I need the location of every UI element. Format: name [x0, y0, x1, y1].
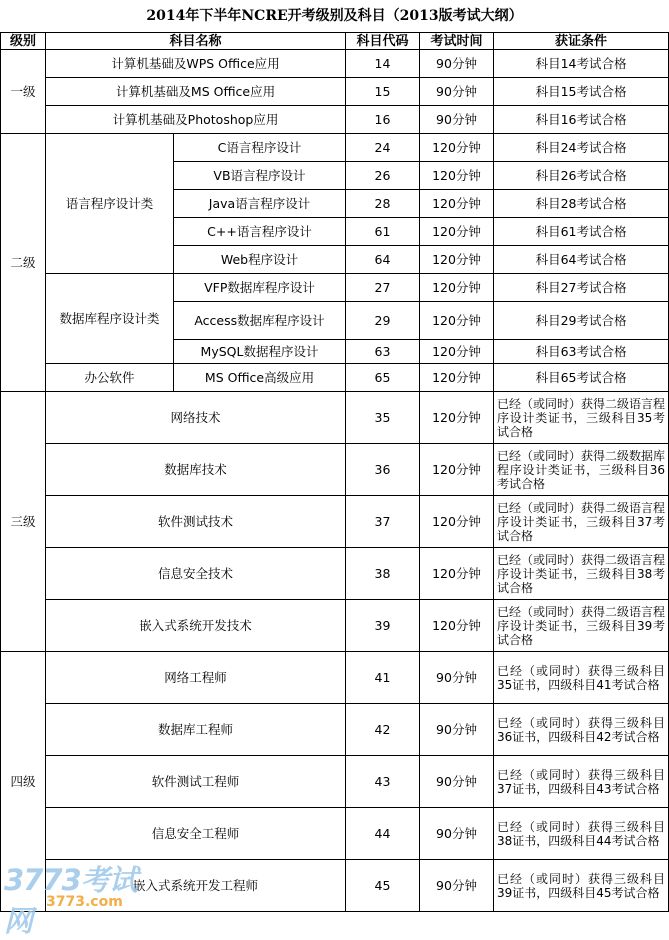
exam-time: 120分钟	[420, 364, 494, 392]
table-row	[1, 808, 669, 860]
cert-condition: 已经（或同时）获得三级科目39证书，四级科目45考试合格	[494, 860, 669, 912]
subject-code: 63	[346, 340, 420, 364]
subject-code: 64	[346, 246, 420, 274]
cert-condition: 已经（或同时）获得二级语言程序设计类证书，三级科目38考试合格	[494, 548, 669, 600]
subject-code: 44	[346, 808, 420, 860]
subject-name: 计算机基础及Photoshop应用	[46, 106, 346, 134]
cert-condition: 已经（或同时）获得三级科目38证书，四级科目44考试合格	[494, 808, 669, 860]
cert-condition: 科目24考试合格	[494, 134, 669, 162]
header-subject: 科目名称	[46, 33, 346, 50]
exam-time: 120分钟	[420, 496, 494, 548]
cert-condition: 科目15考试合格	[494, 78, 669, 106]
cert-condition: 科目65考试合格	[494, 364, 669, 392]
exam-time: 90分钟	[420, 704, 494, 756]
subject-code: 42	[346, 704, 420, 756]
exam-time: 90分钟	[420, 652, 494, 704]
table-row	[1, 600, 669, 652]
subject-code: 65	[346, 364, 420, 392]
subject-name: MS Office高级应用	[174, 364, 346, 392]
exam-time: 120分钟	[420, 340, 494, 364]
cert-condition: 科目29考试合格	[494, 302, 669, 340]
subject-name: 信息安全技术	[46, 548, 346, 600]
subject-code: 16	[346, 106, 420, 134]
exam-time: 120分钟	[420, 134, 494, 162]
subject-name: VFP数据库程序设计	[174, 274, 346, 302]
subject-code: 41	[346, 652, 420, 704]
cert-condition: 已经（或同时）获得二级语言程序设计类证书，三级科目37考试合格	[494, 496, 669, 548]
subject-code: 45	[346, 860, 420, 912]
cert-condition: 科目16考试合格	[494, 106, 669, 134]
table-row	[1, 50, 669, 78]
level-cell: 四级	[1, 652, 46, 912]
subject-code: 26	[346, 162, 420, 190]
table-row	[1, 134, 669, 162]
cert-condition: 科目63考试合格	[494, 340, 669, 364]
cert-condition: 科目61考试合格	[494, 218, 669, 246]
cert-condition: 科目64考试合格	[494, 246, 669, 274]
subject-name: 网络技术	[46, 392, 346, 444]
header-time: 考试时间	[420, 33, 494, 50]
subject-name: 嵌入式系统开发工程师	[46, 860, 346, 912]
cert-condition: 科目28考试合格	[494, 190, 669, 218]
table-row	[1, 548, 669, 600]
exam-time: 120分钟	[420, 246, 494, 274]
subject-code: 36	[346, 444, 420, 496]
subject-code: 37	[346, 496, 420, 548]
subject-name: Java语言程序设计	[174, 190, 346, 218]
exam-time: 120分钟	[420, 190, 494, 218]
subject-code: 27	[346, 274, 420, 302]
subject-code: 39	[346, 600, 420, 652]
exam-time: 120分钟	[420, 392, 494, 444]
exam-time: 120分钟	[420, 274, 494, 302]
exam-time: 120分钟	[420, 444, 494, 496]
table-row	[1, 652, 669, 704]
subject-code: 24	[346, 134, 420, 162]
exam-time: 120分钟	[420, 302, 494, 340]
subject-name: C语言程序设计	[174, 134, 346, 162]
title-row	[1, 0, 669, 33]
table-row	[1, 106, 669, 134]
subject-name: MySQL数据程序设计	[174, 340, 346, 364]
subject-name: Web程序设计	[174, 246, 346, 274]
subject-code: 38	[346, 548, 420, 600]
exam-time: 90分钟	[420, 860, 494, 912]
exam-time: 90分钟	[420, 50, 494, 78]
subject-name: C++语言程序设计	[174, 218, 346, 246]
header-cert: 获证条件	[494, 33, 669, 50]
category-cell: 语言程序设计类	[46, 134, 174, 274]
subject-code: 43	[346, 756, 420, 808]
level-cell: 一级	[1, 50, 46, 134]
subject-code: 28	[346, 190, 420, 218]
cert-condition: 已经（或同时）获得三级科目36证书，四级科目42考试合格	[494, 704, 669, 756]
exam-time: 120分钟	[420, 162, 494, 190]
subject-name: 信息安全工程师	[46, 808, 346, 860]
table-row	[1, 496, 669, 548]
subject-name: Access数据库程序设计	[174, 302, 346, 340]
subject-name: 软件测试技术	[46, 496, 346, 548]
subject-code: 15	[346, 78, 420, 106]
exam-time: 90分钟	[420, 78, 494, 106]
watermark-domain: 3773.com	[46, 894, 123, 910]
table-row	[1, 78, 669, 106]
exam-time: 120分钟	[420, 548, 494, 600]
table-row	[1, 756, 669, 808]
subject-name: 软件测试工程师	[46, 756, 346, 808]
table-row	[1, 392, 669, 444]
level-cell: 三级	[1, 392, 46, 652]
watermark-logo-text: 3773考试网	[4, 863, 137, 938]
exam-time: 120分钟	[420, 600, 494, 652]
cert-condition: 科目27考试合格	[494, 274, 669, 302]
cert-condition: 已经（或同时）获得二级语言程序设计类证书，三级科目39考试合格	[494, 600, 669, 652]
exam-time: 120分钟	[420, 218, 494, 246]
table-row	[1, 274, 669, 302]
cert-condition: 已经（或同时）获得二级语言程序设计类证书，三级科目35考试合格	[494, 392, 669, 444]
subject-code: 61	[346, 218, 420, 246]
table-title: 2014年下半年NCRE开考级别及科目（2013版考试大纲）	[1, 0, 669, 33]
table-row	[1, 860, 669, 912]
header-code: 科目代码	[346, 33, 420, 50]
table-row	[1, 444, 669, 496]
table-row	[1, 364, 669, 392]
category-cell: 办公软件	[46, 364, 174, 392]
cert-condition: 科目14考试合格	[494, 50, 669, 78]
subject-name: 数据库工程师	[46, 704, 346, 756]
subject-name: 计算机基础及WPS Office应用	[46, 50, 346, 78]
category-cell: 数据库程序设计类	[46, 274, 174, 364]
subject-code: 29	[346, 302, 420, 340]
subject-name: 嵌入式系统开发技术	[46, 600, 346, 652]
subject-name: 计算机基础及MS Office应用	[46, 78, 346, 106]
subject-name: VB语言程序设计	[174, 162, 346, 190]
cert-condition: 科目26考试合格	[494, 162, 669, 190]
subject-name: 数据库技术	[46, 444, 346, 496]
exam-time: 90分钟	[420, 756, 494, 808]
subject-code: 14	[346, 50, 420, 78]
exam-time: 90分钟	[420, 808, 494, 860]
cert-condition: 已经（或同时）获得三级科目37证书，四级科目43考试合格	[494, 756, 669, 808]
cert-condition: 已经（或同时）获得三级科目35证书，四级科目41考试合格	[494, 652, 669, 704]
exam-time: 90分钟	[420, 106, 494, 134]
subject-name: 网络工程师	[46, 652, 346, 704]
header-row	[1, 33, 669, 50]
header-level: 级别	[1, 33, 46, 50]
table-row	[1, 704, 669, 756]
level-cell: 二级	[1, 134, 46, 392]
subject-code: 35	[346, 392, 420, 444]
cert-condition: 已经（或同时）获得二级数据库程序设计类证书，三级科目36考试合格	[494, 444, 669, 496]
